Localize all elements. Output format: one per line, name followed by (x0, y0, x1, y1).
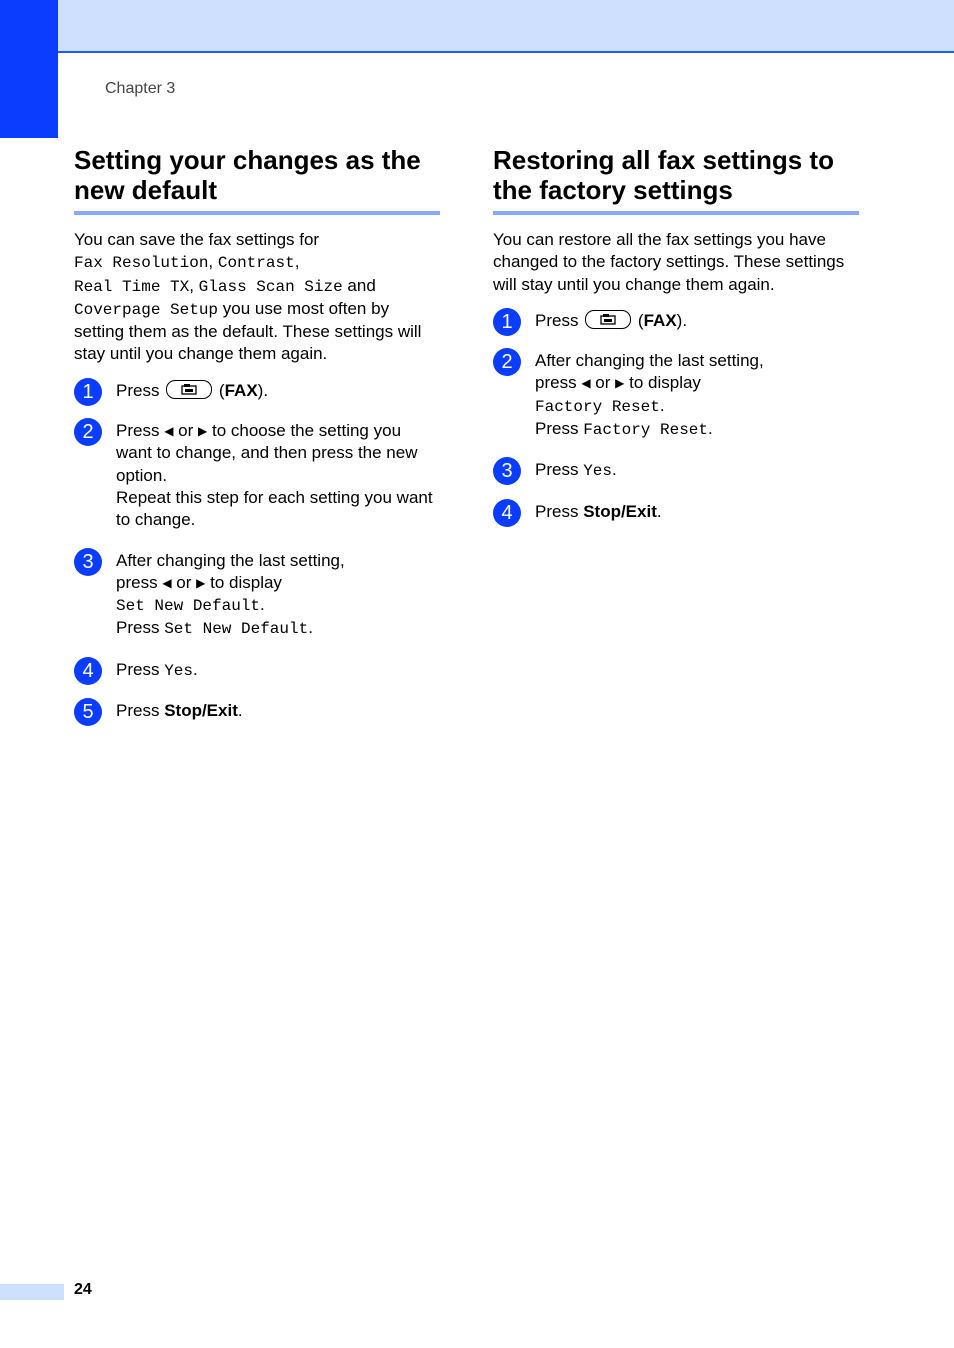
step-number: 2 (74, 418, 102, 446)
step-4: 4 Press Yes. (74, 659, 440, 682)
step-list (74, 380, 440, 723)
section-heading-set-default: Setting your changes as the new default (74, 145, 440, 215)
step-4: 4 Press Stop/Exit. (493, 501, 859, 523)
step-number: 5 (74, 698, 102, 726)
right-arrow-icon: ▶ (198, 424, 208, 439)
intro-paragraph: You can save the fax settings for Fax Resolution, Contrast, Real Time TX, Glass Scan Size and Coverpage Setup you use most often by setting them as the default. These settings will stay until you change them again. (74, 230, 422, 364)
step-1: 1 Press (FAX). (493, 310, 859, 332)
step-number: 1 (493, 308, 521, 336)
step-3: 3 After changing the last setting, press ◀ or ▶ to display Set New Default. Press Set New Default. (74, 550, 440, 641)
step-list (493, 310, 859, 523)
step-3: 3 Press Yes. (493, 459, 859, 482)
right-arrow-icon: ▶ (196, 575, 206, 590)
step-number: 4 (74, 657, 102, 685)
fax-button-icon (166, 380, 212, 399)
left-arrow-icon: ◀ (581, 376, 591, 391)
step-5: 5 Press Stop/Exit. (74, 700, 440, 722)
left-arrow-icon: ◀ (162, 575, 172, 590)
section-heading-factory-reset: Restoring all fax settings to the factory settings (493, 145, 859, 215)
intro-paragraph: You can restore all the fax settings you have changed to the factory settings. These settings will stay until you change them again. (493, 230, 845, 294)
step-2: 2 Press ◀ or ▶ to choose the setting you want to change, and then press the new option. Repeat this step for each setting you want to change. (74, 420, 440, 531)
header-band (0, 0, 954, 53)
right-arrow-icon: ▶ (615, 376, 625, 391)
right-column (493, 145, 859, 541)
fax-button-icon (585, 310, 631, 329)
step-number: 1 (74, 378, 102, 406)
step-number: 2 (493, 348, 521, 376)
page-number: 24 (74, 1281, 92, 1298)
step-2: 2 After changing the last setting, press ◀ or ▶ to display Factory Reset. Press Factory Reset. (493, 350, 859, 441)
left-column (74, 145, 440, 740)
chapter-tab (0, 0, 58, 138)
chapter-label: Chapter 3 (105, 80, 176, 97)
step-1: 1 Press (FAX). (74, 380, 440, 402)
step-number: 3 (74, 548, 102, 576)
footer-tab (0, 1284, 64, 1300)
step-number: 4 (493, 499, 521, 527)
left-arrow-icon: ◀ (164, 424, 174, 439)
step-number: 3 (493, 457, 521, 485)
